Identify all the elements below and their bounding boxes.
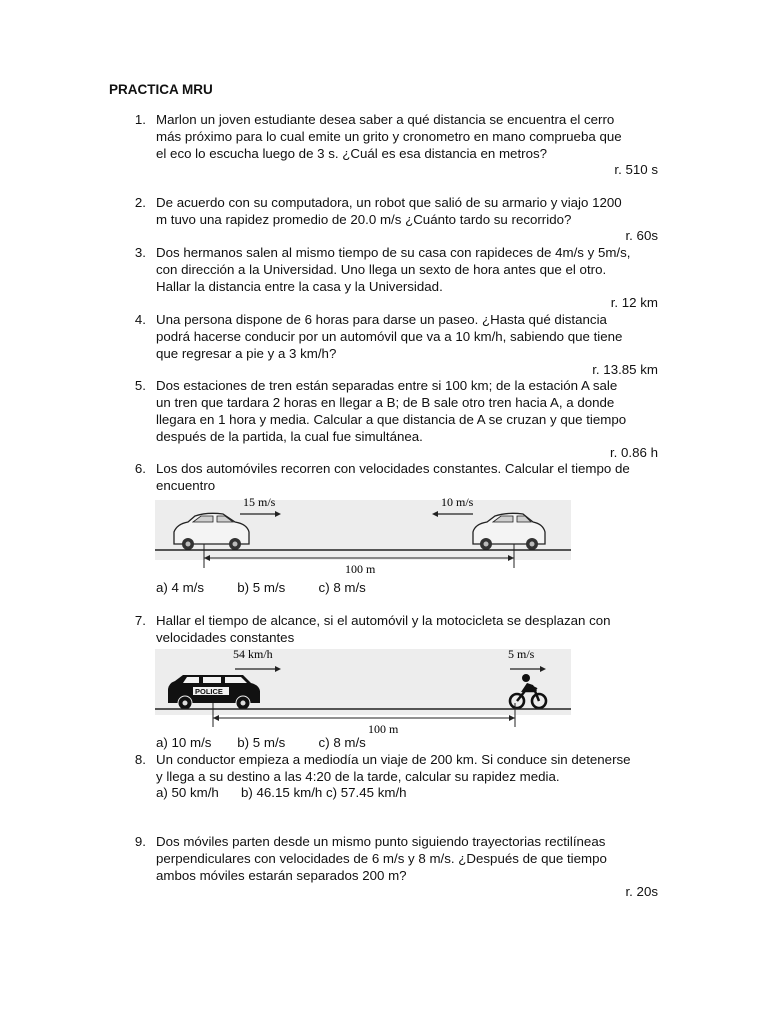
problem-answer: r. 13.85 km (592, 362, 658, 377)
problem-number: 7. (134, 613, 146, 628)
problem-answer: r. 12 km (610, 295, 658, 310)
answer-options: a) 50 km/h b) 46.15 km/h c) 57.45 km/h (156, 785, 407, 800)
problem-text-line: ambos móviles estarán separados 200 m? (156, 868, 407, 883)
right-speed-label: 10 m/s (441, 495, 474, 509)
problem-number: 4. (134, 312, 146, 327)
motorcycle-speed-label: 5 m/s (508, 647, 535, 661)
page-title: PRACTICA MRU (109, 82, 213, 97)
problem-text-line: encuentro (156, 478, 216, 493)
problem-number: 5. (134, 378, 146, 393)
problem-text-line: un tren que tardara 2 horas en llegar a B; de B sale otro tren hacia A, a donde (156, 395, 615, 410)
problem-text-line: perpendiculares con velocidades de 6 m/s y 8 m/s. ¿Después de que tiempo (156, 851, 607, 866)
problem-answer: r. 60s (625, 228, 658, 243)
problem-text-line: con dirección a la Universidad. Uno llega un sexto de hora antes que el otro. (156, 262, 607, 277)
answer-options: a) 4 m/s b) 5 m/s c) 8 m/s (156, 580, 366, 595)
police-label: POLICE (195, 687, 223, 696)
problem-text-line: Marlon un joven estudiante desea saber a qué distancia se encuentra el cerro (156, 112, 615, 127)
problem-number: 6. (134, 461, 146, 476)
problem-text-line: más próximo para lo cual emite un grito y cronometro en mano comprueba que (156, 129, 622, 144)
left-speed-label: 15 m/s (243, 495, 276, 509)
figure-two-cars (155, 494, 571, 574)
figure-police-motorcycle (155, 645, 571, 735)
problem-number: 2. (134, 195, 146, 210)
problem-text-line: llegara en 1 hora y media. Calcular a que distancia de A se cruzan y que tiempo (156, 412, 627, 427)
problem-text-line: Un conductor empieza a mediodía un viaje de 200 km. Si conduce sin detenerse (156, 752, 631, 767)
problem-text-line: Una persona dispone de 6 horas para darse un paseo. ¿Hasta qué distancia (156, 312, 607, 327)
problem-text-line: Dos móviles parten desde un mismo punto siguiendo trayectorias rectilíneas (156, 834, 606, 849)
problem-text-line: Hallar el tiempo de alcance, si el automóvil y la motocicleta se desplazan con (156, 613, 611, 628)
problem-number: 8. (134, 752, 146, 767)
problem-text-line: Hallar la distancia entre la casa y la Universidad. (156, 279, 443, 294)
distance-label: 100 m (368, 722, 399, 735)
problem-text-line: podrá hacerse conducir por un automóvil que va a 10 km/h, sabiendo que tiene (156, 329, 623, 344)
problem-number: 3. (134, 245, 146, 260)
problem-number: 9. (134, 834, 146, 849)
problem-text-line: m tuvo una rapidez promedio de 20.0 m/s ¿Cuánto tardo su recorrido? (156, 212, 572, 227)
problem-text-line: De acuerdo con su computadora, un robot que salió de su armario y viajo 1200 (156, 195, 622, 210)
problem-text-line: el eco lo escucha luego de 3 s. ¿Cuál es esa distancia en metros? (156, 146, 548, 161)
problem-answer: r. 0.86 h (609, 445, 658, 460)
problem-text-line: que regresar a pie y a 3 km/h? (156, 346, 337, 361)
answer-options: a) 10 m/s b) 5 m/s c) 8 m/s (156, 735, 366, 750)
distance-label: 100 m (345, 562, 376, 574)
problem-answer: r. 20s (625, 884, 658, 899)
problem-text-line: velocidades constantes (156, 630, 295, 645)
problem-text-line: Dos estaciones de tren están separadas entre si 100 km; de la estación A sale (156, 378, 618, 393)
problem-answer: r. 510 s (614, 162, 658, 177)
problem-text-line: y llega a su destino a las 4:20 de la tarde, calcular su rapidez media. (156, 769, 560, 784)
problem-text-line: después de la partida, la cual fue simultánea. (156, 429, 423, 444)
problem-text-line: Los dos automóviles recorren con velocidades constantes. Calcular el tiempo de (156, 461, 630, 476)
problem-text-line: Dos hermanos salen al mismo tiempo de su casa con rapideces de 4m/s y 5m/s, (156, 245, 631, 260)
problem-number: 1. (134, 112, 146, 127)
police-speed-label: 54 km/h (233, 647, 273, 661)
